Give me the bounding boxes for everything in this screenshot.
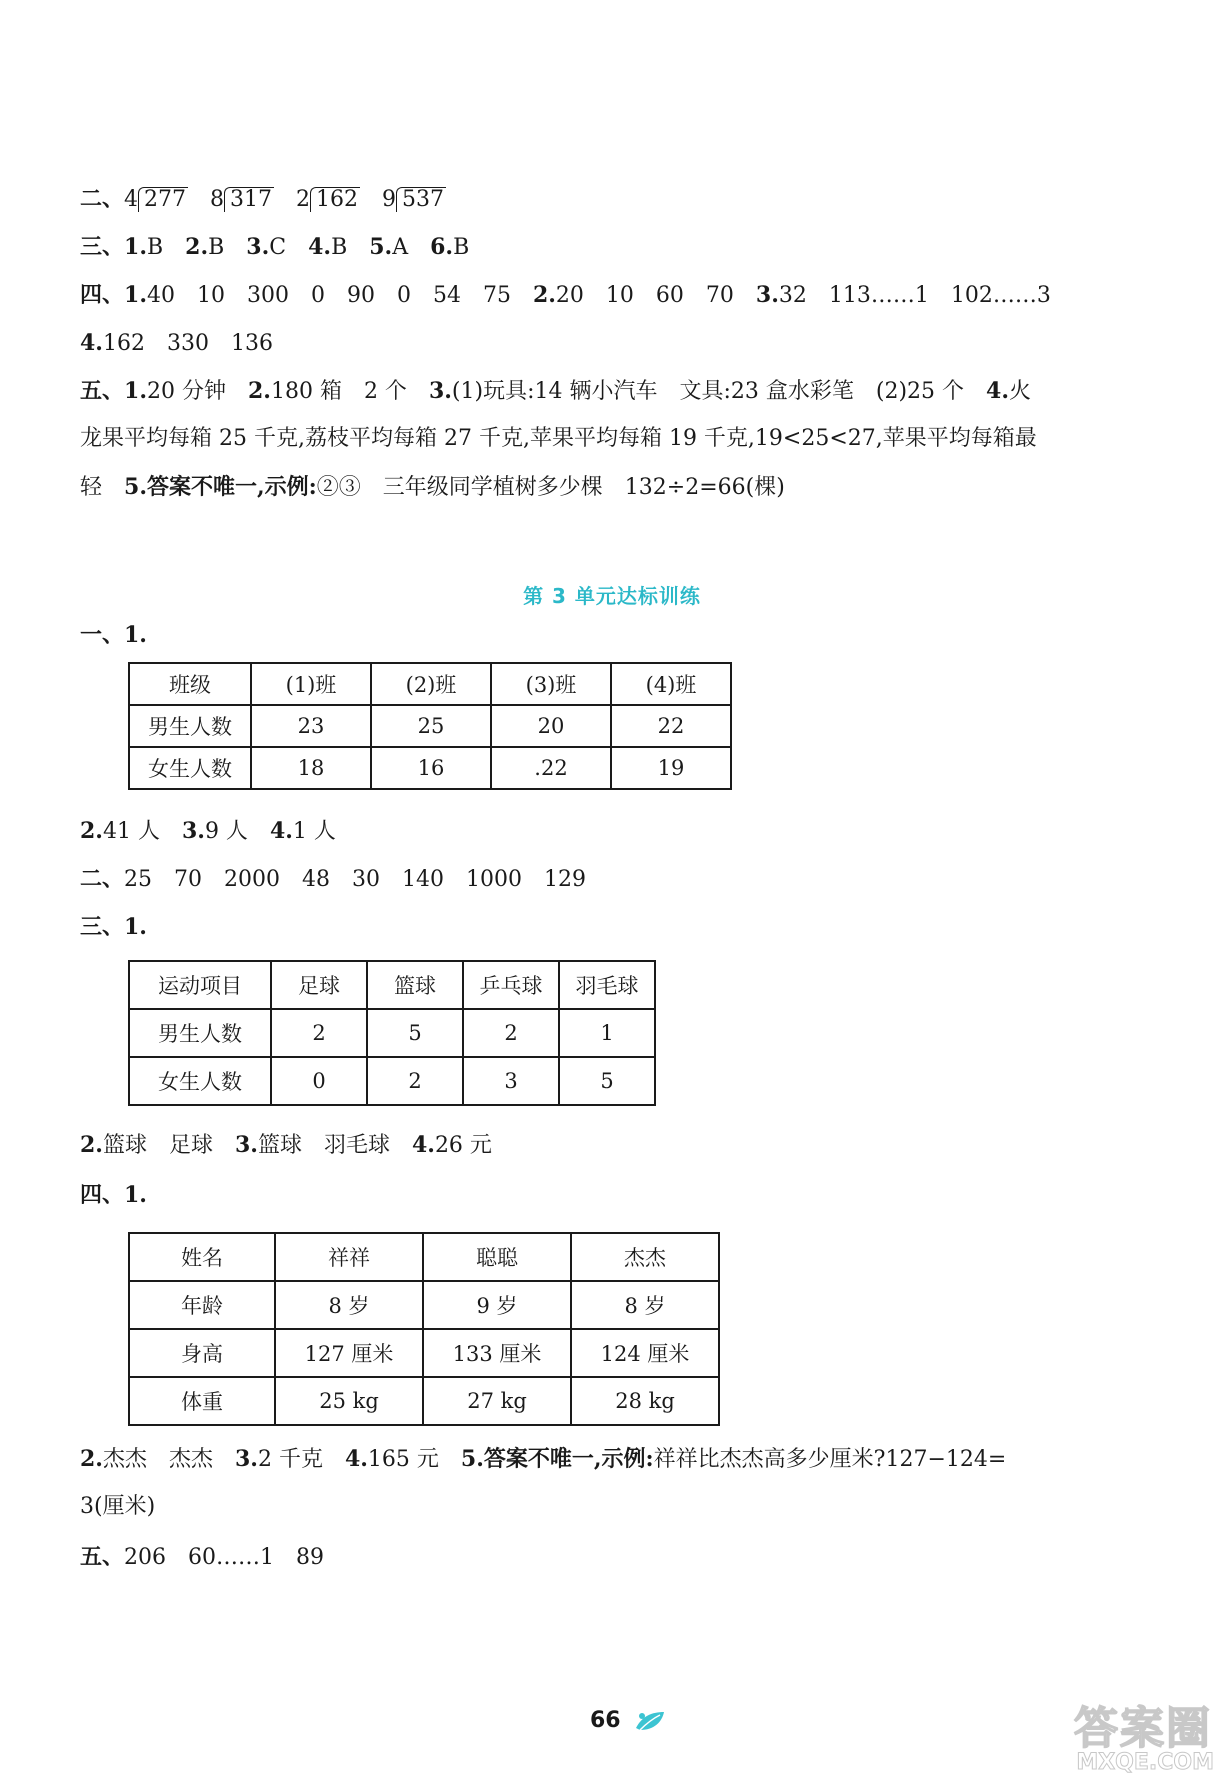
watermark-text: 答案圈 (1074, 1703, 1212, 1754)
u3-s1-label-line (80, 620, 1140, 651)
table-cell: 身高 (129, 1329, 275, 1377)
q-num: 2. (80, 1446, 103, 1472)
answer-text: 180 箱 2 个 (270, 379, 407, 404)
table-header-cell: (3)班 (491, 663, 611, 705)
answer-text: 答案不唯一,示例: (146, 474, 317, 500)
q-num: 4. (308, 234, 332, 260)
table-row (129, 1281, 719, 1329)
table-header-row (129, 961, 655, 1009)
table-cell: 124 厘米 (571, 1329, 719, 1377)
division-list (124, 187, 468, 212)
u3-s4-label-line (80, 1180, 1140, 1211)
q-num: 2. (80, 818, 103, 844)
table-cell: 20 (491, 705, 611, 747)
student-table (128, 1232, 720, 1426)
table-header-cell: (2)班 (371, 663, 491, 705)
class-table (128, 662, 732, 790)
answer-text: 32 113……1 102……3 (778, 283, 1051, 308)
answer-text: 20 10 60 70 (555, 283, 734, 308)
table-cell: 23 (251, 705, 371, 747)
table-cell: 男生人数 (129, 1009, 271, 1057)
answer-text: 答案不唯一,示例: (483, 1446, 654, 1472)
u3-s5-line (80, 1542, 1140, 1573)
answer-text: 9 人 (204, 819, 248, 844)
table-cell: 8 岁 (275, 1281, 423, 1329)
dividend: 162 (310, 187, 360, 212)
table-cell: 3 (463, 1057, 559, 1105)
table-cell: 8 岁 (571, 1281, 719, 1329)
table-header-cell: 乒乓球 (463, 961, 559, 1009)
q-num: 3. (428, 378, 452, 404)
divisor: 9 (382, 187, 397, 212)
table-row (129, 1329, 719, 1377)
table-header-cell: 祥祥 (275, 1233, 423, 1281)
u3-s4-label: 四、1. (80, 1182, 147, 1208)
answer-text: ②③ 三年级同学植树多少棵 132÷2=66(棵) (316, 475, 785, 500)
table-cell: 5 (367, 1009, 463, 1057)
q-num: 2. (247, 378, 271, 404)
table-row (129, 705, 731, 747)
answer-text: 轻 (80, 475, 103, 500)
table-cell: 25 (371, 705, 491, 747)
u3-s2-line (80, 864, 1140, 895)
q-num: 4. (986, 378, 1009, 404)
unit-title: 第 3 单元达标训练 (523, 584, 701, 608)
answer-text: 25 70 2000 48 30 140 1000 129 (124, 867, 586, 892)
section5-label: 五、 (80, 378, 125, 404)
section3-line (80, 232, 1140, 263)
q-num: 5. (124, 474, 147, 500)
section2-line (80, 184, 1140, 215)
dividend: 537 (396, 187, 446, 212)
answer-text: 火 (1009, 379, 1032, 404)
q-num: 6. (430, 234, 454, 260)
division-notation (296, 185, 360, 215)
table-cell: 0 (271, 1057, 367, 1105)
answer-text: 篮球 足球 (102, 1133, 213, 1158)
divisor: 8 (210, 187, 225, 212)
division-notation (124, 185, 188, 215)
q-num: 3. (234, 1446, 258, 1472)
table-cell: 1 (559, 1009, 655, 1057)
q-num: 2. (532, 282, 556, 308)
section5-line1 (80, 376, 1140, 407)
q-num: 3. (181, 818, 205, 844)
q-num: 1. (124, 282, 147, 308)
table-cell: 16 (371, 747, 491, 789)
table-header-cell: (4)班 (611, 663, 731, 705)
answer-text: 162 330 136 (102, 331, 273, 356)
answer-text: B (331, 235, 348, 260)
u3-s3-label: 三、1. (80, 914, 147, 940)
dividend: 277 (138, 187, 188, 212)
answer-text: A (392, 235, 409, 260)
answer-text: 篮球 羽毛球 (257, 1133, 390, 1158)
u3-s3-answers (80, 1130, 1140, 1161)
answer-text: 1 人 (292, 819, 336, 844)
page-number: 66 (590, 1708, 621, 1733)
table-cell: 127 厘米 (275, 1329, 423, 1377)
answer-text: 杰杰 杰杰 (102, 1447, 213, 1472)
table-cell: 2 (463, 1009, 559, 1057)
q-num: 2. (80, 1132, 103, 1158)
table-row (129, 1009, 655, 1057)
dividend: 317 (224, 187, 274, 212)
answer-text: B (453, 235, 470, 260)
u3-s2-label: 二、 (80, 866, 125, 892)
answer-text: 41 人 (102, 819, 160, 844)
table-cell: 9 岁 (423, 1281, 571, 1329)
u3-s1-answers (80, 816, 1140, 847)
section4-line2 (80, 328, 1140, 359)
table-row (129, 1377, 719, 1425)
u3-s3-label-line (80, 912, 1140, 943)
section5-line2 (80, 424, 1140, 454)
answer-text: (1)玩具:14 辆小汽车 文具:23 盒水彩笔 (2)25 个 (451, 379, 965, 404)
table-cell: 18 (251, 747, 371, 789)
table-row (129, 747, 731, 789)
divisor: 4 (124, 187, 139, 212)
table-cell: 2 (271, 1009, 367, 1057)
section5-line3 (80, 472, 1140, 503)
q-num: 2. (185, 234, 209, 260)
table-row (129, 1057, 655, 1105)
table-cell: 133 厘米 (423, 1329, 571, 1377)
answer-text: 26 元 (434, 1133, 492, 1158)
q-num: 5. (460, 1446, 484, 1472)
table-cell: 22 (611, 705, 731, 747)
table-header-cell: 羽毛球 (559, 961, 655, 1009)
table-cell: 年龄 (129, 1281, 275, 1329)
table-cell: 27 kg (423, 1377, 571, 1425)
answer-text: 206 60……1 89 (124, 1545, 324, 1570)
table-header-row (129, 663, 731, 705)
table-cell: 女生人数 (129, 747, 251, 789)
u3-s5-label: 五、 (80, 1544, 125, 1570)
table-header-cell: 姓名 (129, 1233, 275, 1281)
q-num: 1. (124, 234, 147, 260)
answer-text: B (146, 235, 164, 260)
answer-text: 祥祥比杰杰高多少厘米?127−124= (653, 1447, 1007, 1472)
table-cell: 28 kg (571, 1377, 719, 1425)
answer-text: 2 千克 (257, 1447, 323, 1472)
q-num: 4. (269, 818, 293, 844)
table-header-cell: 杰杰 (571, 1233, 719, 1281)
table-cell: .22 (491, 747, 611, 789)
answer-text: 20 分钟 (146, 379, 226, 404)
q-num: 3. (755, 282, 779, 308)
section3-items (124, 235, 469, 260)
u3-s1-label: 一、1. (80, 622, 147, 648)
table-header-cell: (1)班 (251, 663, 371, 705)
q-num: 3. (234, 1132, 258, 1158)
q-num: 4. (411, 1132, 435, 1158)
q-num: 5. (369, 234, 393, 260)
u3-s4-answers-line1 (80, 1444, 1140, 1475)
section4-label: 四、 (80, 282, 125, 308)
table-header-cell: 篮球 (367, 961, 463, 1009)
section3-label: 三、 (80, 234, 125, 260)
table-cell: 25 kg (275, 1377, 423, 1425)
answer-text: 40 10 300 0 90 0 54 75 (146, 283, 511, 308)
table-cell: 体重 (129, 1377, 275, 1425)
q-num: 3. (246, 234, 270, 260)
answer-text: B (208, 235, 225, 260)
table-cell: 女生人数 (129, 1057, 271, 1105)
watermark-url: MXQE.COM (1076, 1750, 1214, 1775)
table-cell: 男生人数 (129, 705, 251, 747)
answer-text: 龙果平均每箱 25 千克,荔枝平均每箱 27 千克,苹果平均每箱 19 千克,19<25<27,苹果平均每箱最 (80, 426, 1037, 451)
table-header-cell: 运动项目 (129, 961, 271, 1009)
table-cell: 2 (367, 1057, 463, 1105)
q-num: 1. (124, 378, 147, 404)
division-notation (382, 185, 446, 215)
answer-text: C (269, 235, 287, 260)
table-header-row (129, 1233, 719, 1281)
sports-table (128, 960, 656, 1106)
section4-line1 (80, 280, 1140, 311)
table-cell: 19 (611, 747, 731, 789)
table-header-cell: 足球 (271, 961, 367, 1009)
leaf-icon (632, 1706, 668, 1736)
u3-s4-answers-line2 (80, 1492, 1140, 1522)
watermark-logo (1052, 1688, 1224, 1792)
divisor: 2 (296, 187, 311, 212)
answer-text: 3(厘米) (80, 1494, 156, 1519)
q-num: 4. (344, 1446, 368, 1472)
answer-text: 165 元 (367, 1447, 439, 1472)
q-num: 4. (80, 330, 103, 356)
table-header-cell: 聪聪 (423, 1233, 571, 1281)
table-header-cell: 班级 (129, 663, 251, 705)
table-cell: 5 (559, 1057, 655, 1105)
division-notation (210, 185, 274, 215)
section2-label: 二、 (80, 186, 125, 212)
